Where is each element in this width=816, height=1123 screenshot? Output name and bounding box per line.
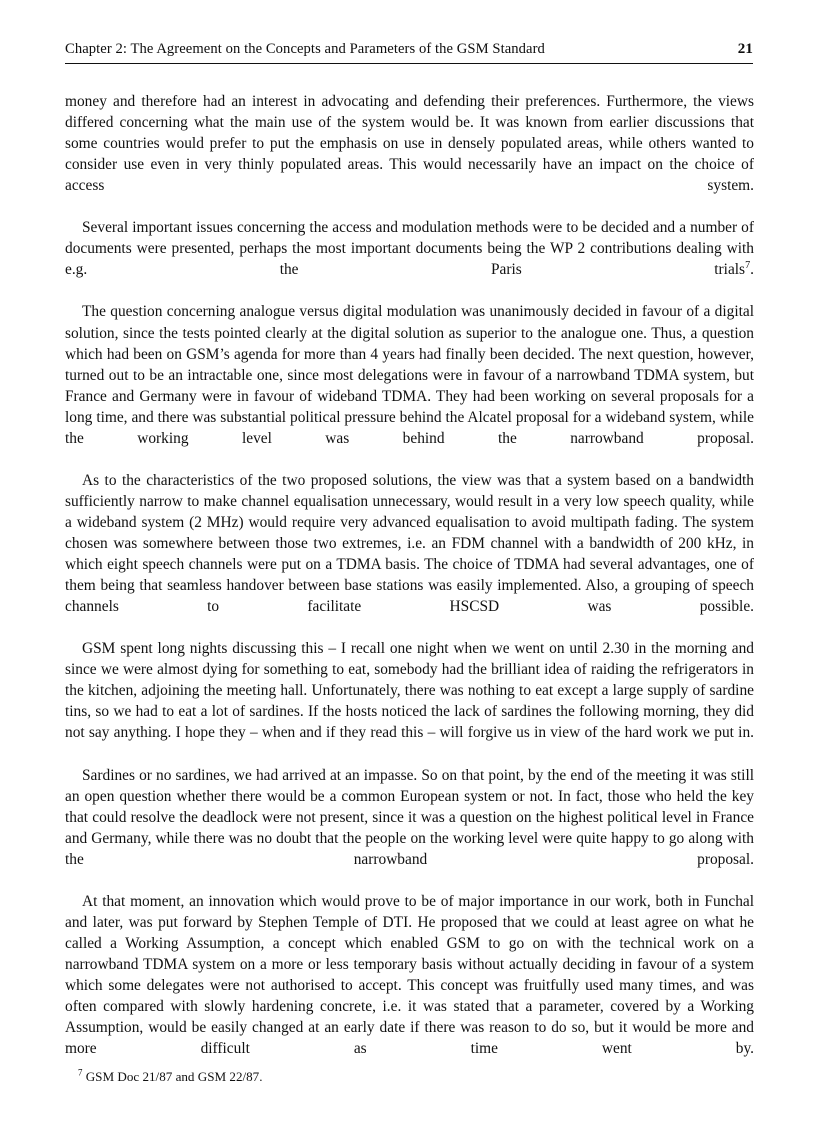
footnote-text: GSM Doc 21/87 and GSM 22/87. (82, 1069, 263, 1084)
paragraph-text-before-footnote-ref: Several important issues concerning the access and modulation methods were to be decided and a number of documents were presented, perhaps the most important documents being the WP 2 contributions dealing with e.g. the Paris trials (65, 219, 754, 279)
footnote-marker: 7 (78, 1067, 83, 1078)
paragraph-text-after-footnote-ref: . (750, 261, 754, 279)
paragraph: As to the characteristics of the two proposed solutions, the view was that a system based on a bandwidth sufficiently narrow to make channel equalisation unnecessary, would result in a very low speech quality, while a wideband system (2 MHz) would require very advanced equalisation to avoid multipath fading. The system chosen was somewhere between those two extremes, i.e. an FDM channel with a bandwidth of 200 kHz, in which eight speech channels were put on a TDMA basis. The choice of TDMA had several advantages, one of them being that seamless handover between base stations was easily implemented. Also, a grouping of speech channels to facilitate HSCSD was possible. (65, 471, 754, 616)
paragraph: Sardines or no sardines, we had arrived at an impasse. So on that point, by the end of the meeting it was still an open question whether there would be a common European system or not. In fact, those who held the key that could resolve the deadlock were not present, since it was a question on the highest political level in France and Germany, while there was no doubt that the people on the working level were quite happy to go along with the narrowband proposal. (65, 766, 754, 868)
footnote (65, 1068, 754, 1085)
paragraph: GSM spent long nights discussing this – I recall one night when we went on until 2.30 in the morning and since we were almost dying for something to eat, somebody had the brilliant idea of raiding the refrigerators in the kitchen, adjoining the meeting hall. Unfortunately, there was nothing to eat except a large supply of sardine tins, so we had to eat a lot of sardines. If the hosts noticed the lack of sardines the following morning, they did not say anything. I hope they – when and if they read this – will forgive us in view of the hard work we put in. (65, 640, 754, 742)
page-number: 21 (737, 41, 753, 57)
footnote-reference-marker: 7 (745, 260, 751, 272)
running-head-title: Chapter 2: The Agreement on the Concepts and Parameters of the GSM Standard (65, 41, 545, 57)
paragraph (65, 217, 754, 301)
body-text-column (65, 91, 754, 1080)
paragraph: The question concerning analogue versus digital modulation was unanimously decided in favour of a digital solution, since the tests pointed clearly at the digital solution as superior to the analogue one. Thus, a question which had been on GSM’s agenda for more than 4 years had finally been decided. The next question, however, turned out to be an intractable one, since most delegations were in favour of a narrowband TDMA system, but France and Germany were in favour of wideband TDMA. They had been working on several proposals for a long time, and there was substantial political pressure behind the Alcatel proposal for a wideband system, while the working level was behind the narrowband proposal. (65, 303, 754, 447)
paragraph: At that moment, an innovation which would prove to be of major importance in our work, both in Funchal and later, was put forward by Stephen Temple of DTI. He proposed that we could at least agree on what he called a Working Assumption, a concept which enabled GSM to go on with the technical work on a narrowband TDMA system on a more or less temporary basis without actually deciding in favour of a system which some delegates were not authorised to accept. This concept was fruitfully used many times, and was often compared with slowly hardening concrete, i.e. it was stated that a parameter, covered by a Working Assumption, would be easily changed at an early date if there was reason to do so, but it would be more and more difficult as time went by. (65, 892, 754, 1058)
footnote-area (65, 1068, 754, 1085)
header-rule (65, 63, 753, 64)
running-head (65, 41, 753, 58)
paragraph: money and therefore had an interest in advocating and defending their preferences. Furthermore, the views differed concerning what the main use of the system would be. It was known from earlier discussions that some countries would prefer to put the emphasis on use in densely populated areas, while others wanted to consider use even in very thinly populated areas. This would necessarily have an impact on the choice of access system. (65, 93, 754, 195)
